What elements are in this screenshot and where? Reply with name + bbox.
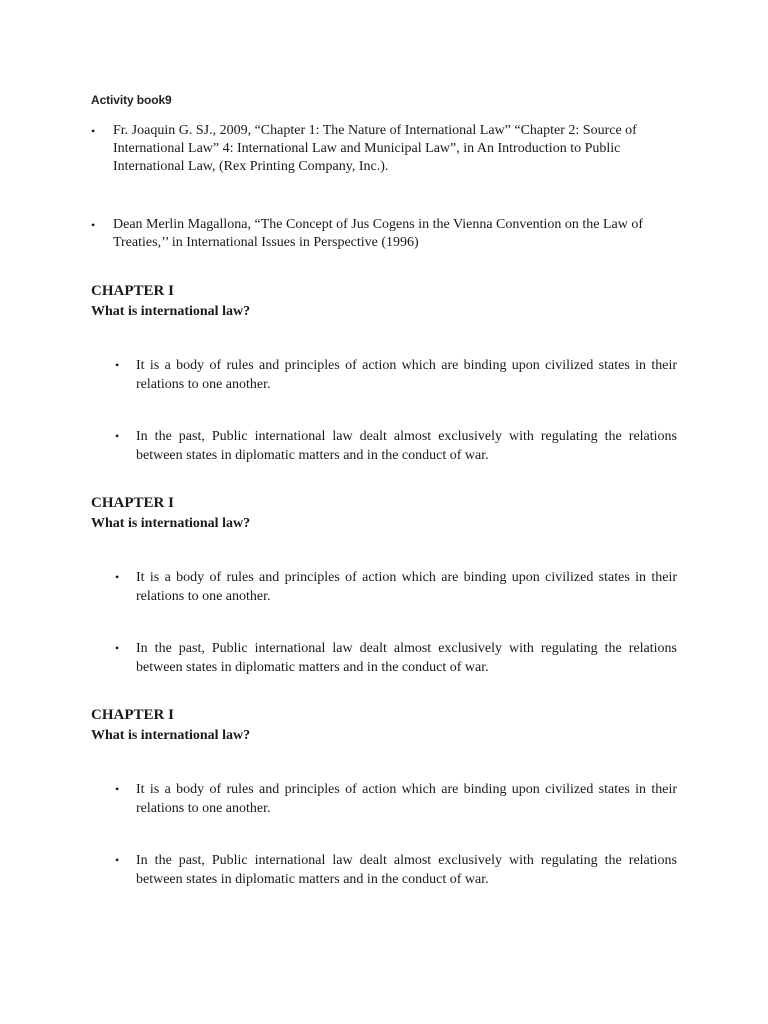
list-item-text: In the past, Public international law dealt almost exclusively with regulating the relations between states in diplomatic matters and in the conduct of war.: [136, 853, 677, 887]
chapter-heading: CHAPTER I: [91, 283, 174, 299]
chapter-heading: CHAPTER I: [91, 495, 174, 511]
chapter-question: What is international law?: [91, 304, 251, 319]
bullet-icon: •: [91, 124, 96, 138]
bullet-icon: •: [115, 570, 120, 584]
chapter-section: [91, 704, 691, 887]
chapter-section: [91, 492, 691, 675]
bullet-icon: •: [115, 641, 120, 655]
reference-text: Fr. Joaquin G. SJ., 2009, “Chapter 1: The Nature of International Law” “Chapter 2: Source of International Law” 4: International Law and Municipal Law”, in An Introduction to Public International Law, (Rex Printing Company, Inc.).: [113, 123, 637, 174]
list-item: [115, 780, 677, 818]
bullet-icon: •: [115, 782, 120, 796]
bullet-icon: •: [91, 218, 96, 232]
list-item: [115, 427, 677, 465]
list-item-text: In the past, Public international law dealt almost exclusively with regulating the relations between states in diplomatic matters and in the conduct of war.: [136, 641, 677, 675]
bullet-icon: •: [115, 358, 120, 372]
reference-item: [91, 216, 691, 252]
bullet-icon: •: [115, 429, 120, 443]
list-item-text: In the past, Public international law dealt almost exclusively with regulating the relations between states in diplomatic matters and in the conduct of war.: [136, 429, 677, 463]
list-item: [115, 639, 677, 677]
list-item: [115, 851, 677, 889]
document-title: Activity book9: [91, 93, 172, 107]
list-item-text: It is a body of rules and principles of action which are binding upon civilized states in their relations to one another.: [136, 570, 677, 604]
list-item: [115, 568, 677, 606]
chapter-question: What is international law?: [91, 516, 251, 531]
reference-item: [91, 122, 691, 176]
list-item-text: It is a body of rules and principles of action which are binding upon civilized states in their relations to one another.: [136, 358, 677, 392]
list-item: [115, 356, 677, 394]
chapter-heading: CHAPTER I: [91, 707, 174, 723]
list-item-text: It is a body of rules and principles of action which are binding upon civilized states in their relations to one another.: [136, 782, 677, 816]
reference-text: Dean Merlin Magallona, “The Concept of Jus Cogens in the Vienna Convention on the Law of Treaties,’’ in International Issues in Perspective (1996): [113, 217, 644, 250]
bullet-icon: •: [115, 853, 120, 867]
chapter-section: [91, 280, 691, 463]
chapter-question: What is international law?: [91, 728, 251, 743]
